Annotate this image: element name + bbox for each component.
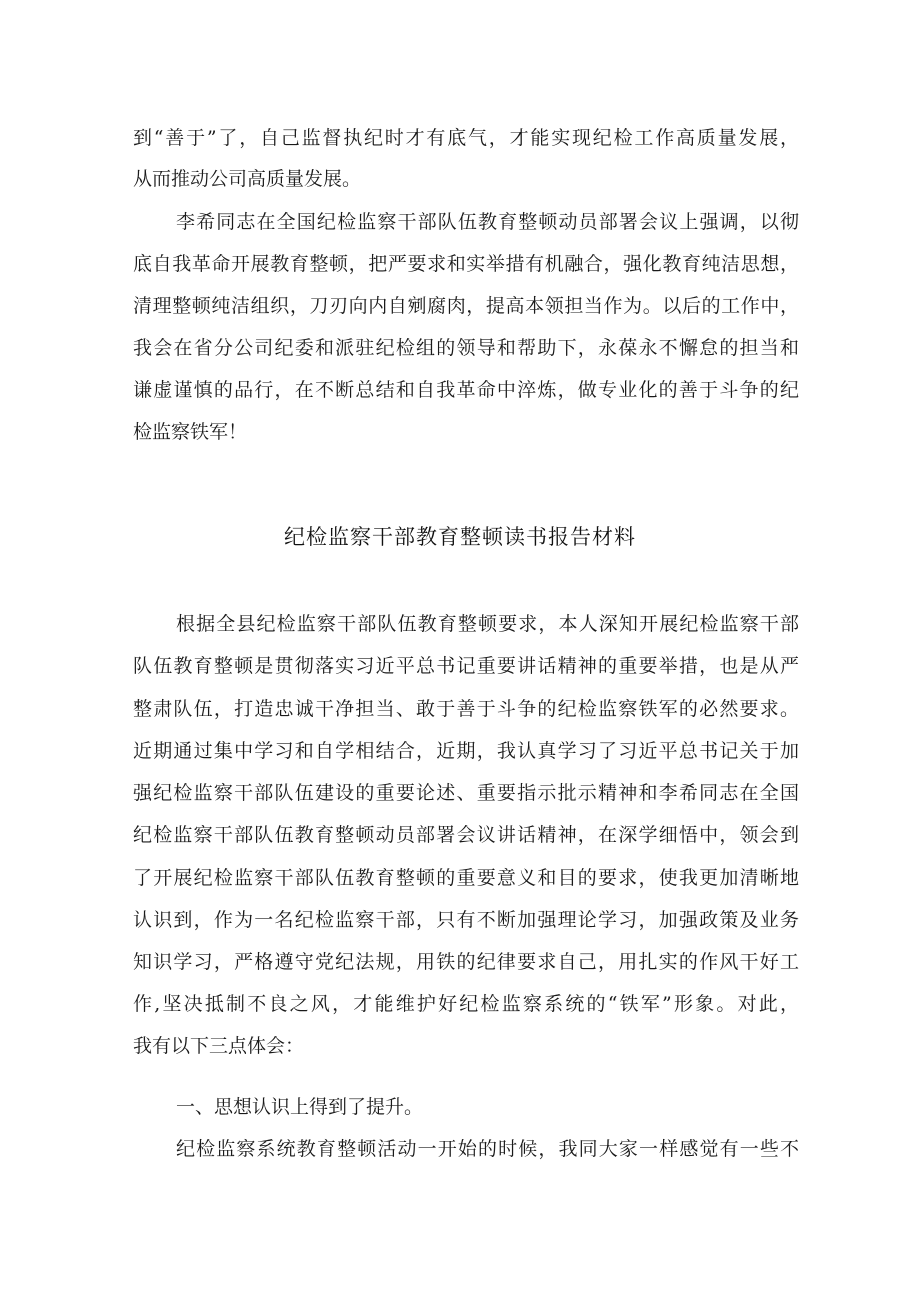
paragraph-4-line-1: 纪检监察系统教育整顿活动一开始的时候，我同大家一样感觉有一些不: [176, 1138, 799, 1160]
paragraph-3-line-5: 强纪检监察干部队伍建设的重要论述、重要指示批示精神和李希同志在全国: [133, 782, 799, 804]
paragraph-2-line-3: 清理整顿纯洁组织，刀刃向内自剜腐肉，提高本领担当作为。以后的工作中，: [133, 295, 799, 317]
paragraph-1-line-1: 到“善于”了，自己监督执纪时才有底气，才能实现纪检工作高质量发展，: [133, 127, 799, 149]
heading-1: 一、思想认识上得到了提升。: [176, 1096, 424, 1118]
paragraph-3-line-8: 认识到，作为一名纪检监察干部，只有不断加强理论学习，加强政策及业务: [133, 909, 799, 931]
paragraph-3-line-11: 我有以下三点体会：: [133, 1035, 305, 1057]
paragraph-3-line-7: 了开展纪检监察干部队伍教育整顿的重要意义和目的要求，使我更加清晰地: [133, 867, 799, 889]
paragraph-3-line-3: 整肃队伍，打造忠诚干净担当、敢于善于斗争的纪检监察铁军的必然要求。: [133, 698, 799, 720]
paragraph-2-line-2: 底自我革命开展教育整顿，把严要求和实举措有机融合，强化教育纯洁思想，: [133, 253, 799, 275]
paragraph-2-line-4: 我会在省分公司纪委和派驻纪检组的领导和帮助下，永葆永不懈怠的担当和: [133, 337, 799, 359]
paragraph-1-line-2: 从而推动公司高质量发展。: [133, 168, 362, 190]
paragraph-3-line-4: 近期通过集中学习和自学相结合，近期，我认真学习了习近平总书记关于加: [133, 740, 799, 762]
paragraph-3-line-6: 纪检监察干部队伍教育整顿动员部署会议讲话精神，在深学细悟中，领会到: [133, 824, 799, 846]
paragraph-3-line-1: 根据全县纪检监察干部队伍教育整顿要求，本人深知开展纪检监察干部: [176, 613, 799, 635]
paragraph-2-line-5: 谦虚谨慎的品行，在不断总结和自我革命中淬炼，做专业化的善于斗争的纪: [133, 379, 799, 401]
paragraph-3-line-9: 知识学习，严格遵守党纪法规，用铁的纪律要求自己，用扎实的作风干好工: [133, 951, 799, 973]
paragraph-3-line-10: 作,坚决抵制不良之风，才能维护好纪检监察系统的“铁军”形象。对此，: [133, 993, 799, 1015]
section-title: 纪检监察干部教育整顿读书报告材料: [284, 525, 636, 549]
paragraph-3-line-2: 队伍教育整顿是贯彻落实习近平总书记重要讲话精神的重要举措，也是从严: [133, 655, 799, 677]
paragraph-2-line-1: 李希同志在全国纪检监察干部队伍教育整顿动员部署会议上强调，以彻: [176, 211, 799, 233]
paragraph-2-line-6: 检监察铁军！: [133, 421, 248, 443]
